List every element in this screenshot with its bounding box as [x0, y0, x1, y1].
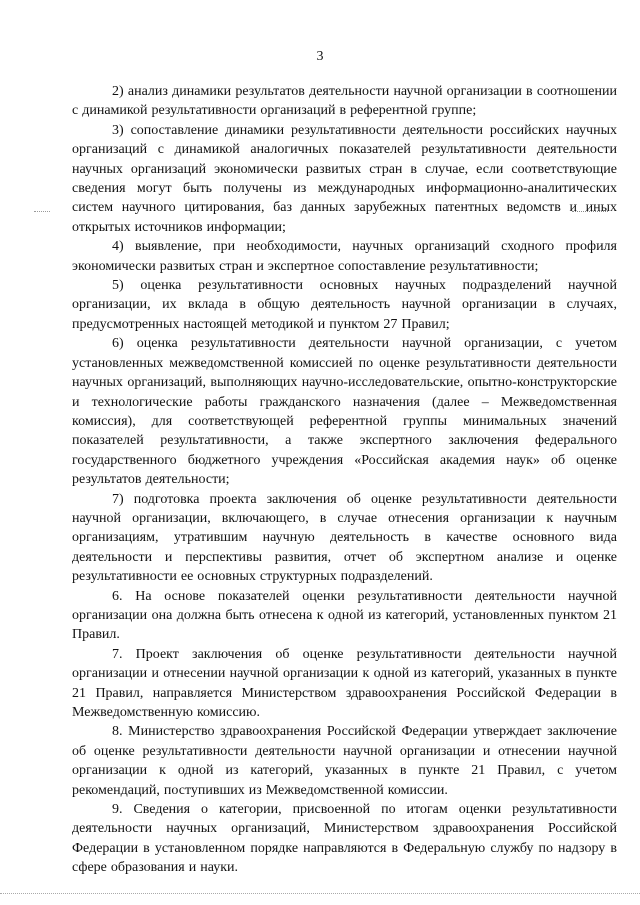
- scan-bottom-edge: [0, 893, 640, 894]
- scan-margin-mark: [34, 211, 50, 212]
- paragraph-clause-9: 9. Сведения о категории, присвоенной по итогам оценки результативности деятельности научных организаций, Министерством здравоохранения Российской Федерации в установленном порядке направляются в Федеральную службу по надзору в сфере образования и науки.: [72, 802, 617, 876]
- paragraph-item-5: 5) оценка результативности основных научных подразделений научной организации, их вклада в общую деятельность научной организации в случаях, предусмотренных настоящей методикой и пунктом 27 Правил;: [72, 278, 617, 332]
- paragraph-clause-7: 7. Проект заключения об оценке результативности деятельности научной организации и отнесении научной организации к одной из категорий, указанных в пункте 21 Правил, направляется Министерством здравоохранения Российской Федерации в Межведомственную комиссию.: [72, 646, 617, 720]
- paragraph-item-3: 3) сопоставление динамики результативности деятельности российских научных организаций с динамикой аналогичных показателей результативности деятельности научных организаций экономически развитых стран в случае, если соответствующие сведения могут быть получены из международных информационно-аналитических систем научного цитирования, баз данных зарубежных патентных ведомств и иных открытых источников информации;: [72, 122, 617, 235]
- document-body: [72, 82, 617, 878]
- paragraph-clause-8: 8. Министерство здравоохранения Российской Федерации утверждает заключение об оценке результативности деятельности научной организации и отнесении научной организации к одной из категорий, указанных в пункте 21 Правил, с учетом рекомендаций, поступивших из Межведомственной комиссии.: [72, 724, 617, 798]
- paragraph-item-2: 2) анализ динамики результатов деятельности научной организации в соотношении с динамикой результативности организаций в референтной группе;: [72, 84, 617, 119]
- paragraph-item-4: 4) выявление, при необходимости, научных организаций сходного профиля экономически развитых стран и экспертное сопоставление результативности;: [72, 239, 617, 274]
- paragraph-clause-6: 6. На основе показателей оценки результативности деятельности научной организации она должна быть отнесена к одной из категорий, установленных пунктом 21 Правил.: [72, 588, 617, 643]
- paragraph-item-7: 7) подготовка проекта заключения об оценке результативности деятельности научной организации, включающего, в случае отнесения организации к научным организациям, утратившим научную деятельность в качестве основного вида деятельности и перспективы развития, отчет об экспертном анализе и оценке результативности ее основных структурных подразделений.: [72, 491, 617, 585]
- paragraph-item-6: 6) оценка результативности деятельности научной организации, с учетом установленных межведомственной комиссией по оценке результативности деятельности научных организаций, выполняющих научно-исследовательские, опытно-конструкторские и технологические работы гражданского назначения (далее – Межведомственная комиссия), для соответствующей референтной группы минимальных значений показателей результативности, а также экспертного заключения федерального государственного бюджетного учреждения «Российская академия наук» об оценке результатов деятельности;: [72, 336, 617, 488]
- page-number: 3: [316, 49, 324, 64]
